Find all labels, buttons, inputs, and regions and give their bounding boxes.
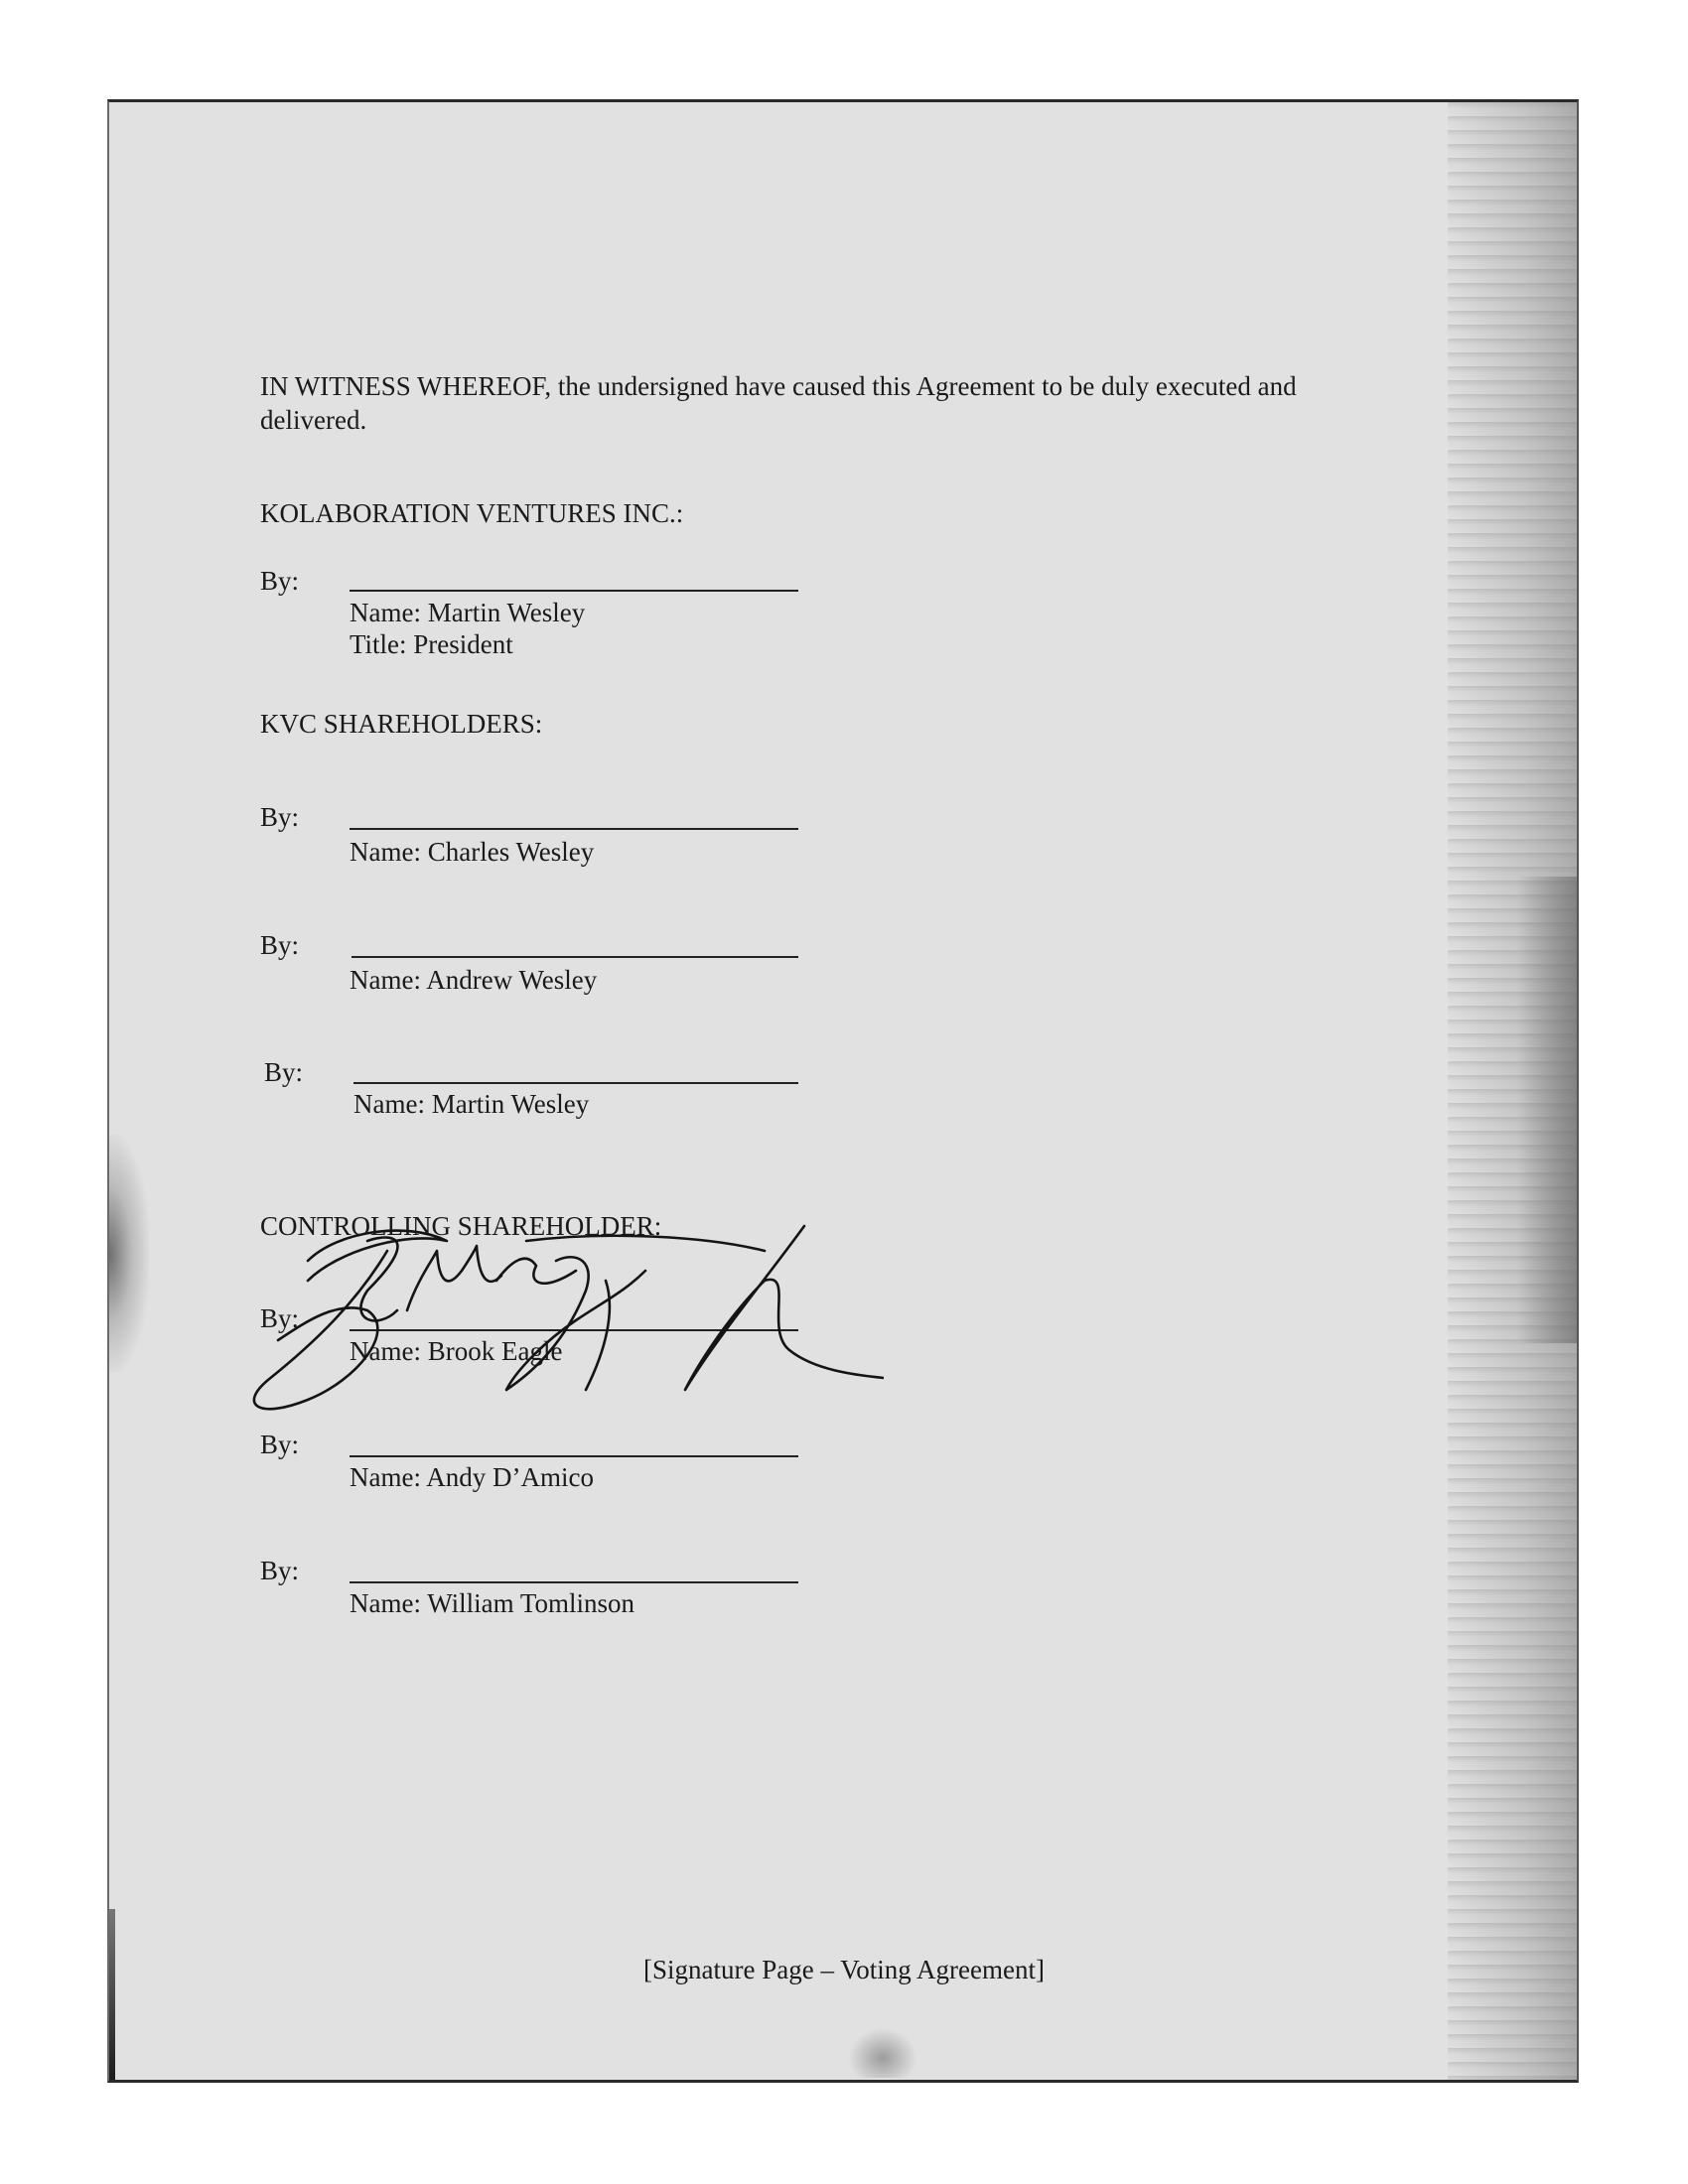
kvc-by-label-1: By:	[260, 802, 300, 832]
scan-edge-shadow	[109, 1909, 115, 2080]
controlling-signer-name-3: Name: William Tomlinson	[350, 1588, 635, 1618]
scan-smudge-left	[109, 1135, 149, 1373]
controlling-signature-line-2	[350, 1455, 798, 1457]
page-footer: [Signature Page – Voting Agreement]	[643, 1955, 1045, 1984]
kvc-signature-line-2	[352, 956, 798, 958]
controlling-signature-line-3	[350, 1581, 798, 1583]
company-heading: KOLABORATION VENTURES INC.:	[260, 498, 684, 528]
kvc-signature-line-1	[350, 828, 798, 830]
kvc-by-label-2: By:	[260, 930, 300, 960]
handwritten-signature	[248, 1221, 884, 1420]
witness-paragraph: IN WITNESS WHEREOF, the undersigned have caused this Agreement to be duly executed and delivered.	[260, 371, 1297, 435]
company-signer-title: Title: President	[350, 629, 513, 659]
company-by-label: By:	[260, 566, 300, 596]
controlling-by-label-1: By:	[260, 1303, 300, 1333]
controlling-heading: CONTROLLING SHAREHOLDER:	[260, 1211, 662, 1241]
kvc-signer-name-2: Name: Andrew Wesley	[350, 965, 598, 995]
company-signer-name: Name: Martin Wesley	[350, 598, 586, 627]
scan-smudge-right-dark	[1517, 877, 1577, 1343]
controlling-signer-name-1: Name: Brook Eagle	[350, 1336, 563, 1366]
kvc-signer-name-3: Name: Martin Wesley	[353, 1089, 590, 1119]
controlling-signer-name-2: Name: Andy D’Amico	[350, 1462, 594, 1492]
kvc-signer-name-1: Name: Charles Wesley	[350, 837, 595, 867]
controlling-by-label-3: By:	[260, 1556, 300, 1585]
scan-speck-bottom	[848, 2028, 917, 2078]
kvc-heading: KVC SHAREHOLDERS:	[260, 709, 543, 739]
kvc-by-label-3: By:	[264, 1057, 304, 1087]
controlling-by-label-2: By:	[260, 1430, 300, 1459]
company-signature-line	[350, 590, 798, 592]
kvc-signature-line-3	[353, 1082, 798, 1084]
